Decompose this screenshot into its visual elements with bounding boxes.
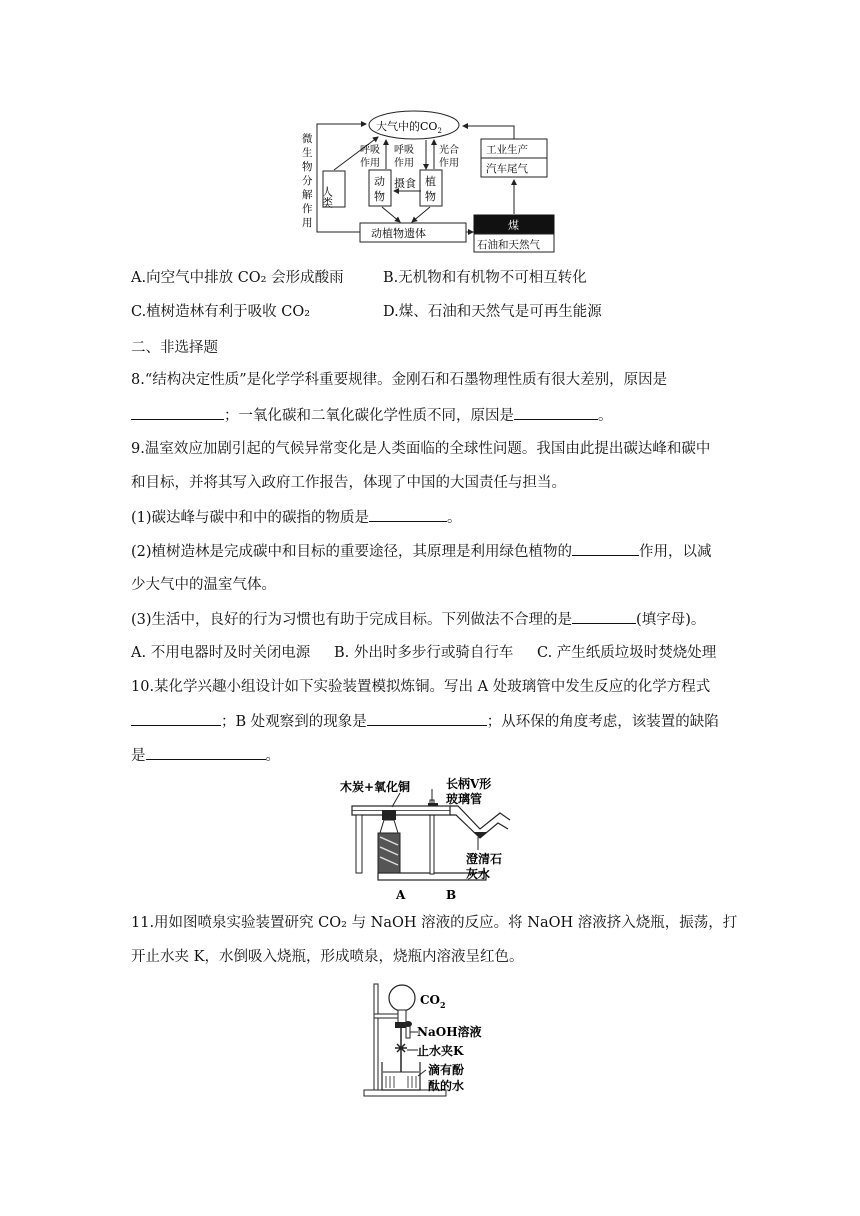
svg-text:用: 用 bbox=[302, 217, 313, 229]
copper-smelting-apparatus bbox=[340, 775, 525, 905]
fountain-apparatus bbox=[360, 980, 500, 1100]
v-tube-label-1: 长柄V形 bbox=[446, 777, 492, 791]
q10-line2: ；B 处观察到的现象是 ；从环保的角度考虑，该装置的缺陷 bbox=[131, 711, 719, 732]
q7-option-a: A.向空气中排放 CO₂ 会形成酸雨 bbox=[131, 270, 344, 286]
atmosphere-label: 大气中的$CO_2$ bbox=[376, 120, 442, 135]
svg-text:植: 植 bbox=[425, 175, 436, 188]
q8-blank1[interactable] bbox=[131, 405, 224, 420]
q7-option-b: B.无机物和有机物不可相互转化 bbox=[383, 270, 587, 286]
exhaust-label: 汽车尾气 bbox=[486, 163, 528, 175]
svg-text:光合: 光合 bbox=[439, 145, 459, 156]
q9-line1: 9.温室效应加剧引起的气候异常变化是人类面临的全球性问题。我国由此提出碳达峰和碳中 bbox=[131, 441, 711, 457]
q9-part1: (1)碳达峰与碳中和中的碳指的物质是 。 bbox=[131, 507, 462, 528]
q9-blank2[interactable] bbox=[572, 541, 639, 556]
q8-line2: ；一氧化碳和二氧化碳化学性质不同，原因是 。 bbox=[131, 405, 613, 426]
q11-line1: 11.用如图喷泉实验装置研究 CO₂ 与 NaOH 溶液的反应。将 NaOH 溶液挤入烧瓶，振荡，打 bbox=[131, 915, 738, 931]
svg-text:物: 物 bbox=[425, 190, 436, 203]
q10-blank1[interactable] bbox=[131, 711, 221, 726]
q9-option-c: C. 产生纸质垃圾时焚烧处理 bbox=[537, 645, 717, 661]
phenolphthalein-water-label-2: 酞的水 bbox=[428, 1079, 465, 1093]
humans-label: 人类 bbox=[320, 186, 334, 208]
q9-part2-cont: 少大气中的温室气体。 bbox=[131, 577, 276, 593]
q11-line2: 开止水夹 K，水倒吸入烧瓶，形成喷泉，烧瓶内溶液呈红色。 bbox=[131, 949, 524, 965]
microbe-label bbox=[302, 132, 313, 229]
label-a: A bbox=[396, 888, 406, 902]
svg-text:作用: 作用 bbox=[394, 158, 414, 169]
q10-blank2[interactable] bbox=[367, 711, 487, 726]
q10-line1: 10.某化学兴趣小组设计如下实验装置模拟炼铜。写出 A 处玻璃管中发生反应的化学方程式 bbox=[131, 679, 711, 695]
clamp-k-label: 止水夹K bbox=[417, 1044, 464, 1058]
svg-text:呼吸: 呼吸 bbox=[394, 145, 414, 156]
q9-blank3[interactable] bbox=[572, 609, 636, 624]
q9-blank1[interactable] bbox=[369, 507, 447, 522]
q7-option-c: C.植树造林有利于吸收 CO₂ bbox=[131, 304, 311, 320]
q9-option-b: B. 外出时多步行或骑自行车 bbox=[334, 645, 514, 661]
section-heading: 二、非选择题 bbox=[131, 340, 218, 356]
svg-text:生: 生 bbox=[302, 147, 313, 159]
q9-options bbox=[131, 643, 716, 663]
q7-option-d: D.煤、石油和天然气是可再生能源 bbox=[383, 304, 602, 320]
q9-part3: (3)生活中，良好的行为习惯也有助于完成目标。下列做法不合理的是 (填字母)。 bbox=[131, 609, 705, 630]
svg-text:分: 分 bbox=[302, 175, 313, 187]
svg-text:作: 作 bbox=[302, 203, 313, 215]
q10-line3: 是 。 bbox=[131, 745, 280, 766]
q7-options-row1 bbox=[131, 268, 587, 288]
oil-gas-label: 石油和天然气 bbox=[477, 239, 540, 251]
q8-line1: 8.“结构决定性质”是化学学科重要规律。金刚石和石墨物理性质有很大差别，原因是 bbox=[131, 372, 668, 388]
v-tube-label-2: 玻璃管 bbox=[446, 792, 483, 806]
co2-label: $CO_2$ bbox=[420, 993, 446, 1010]
industry-label: 工业生产 bbox=[486, 144, 528, 156]
q7-options-row2 bbox=[131, 302, 602, 322]
remains-label: 动植物遗体 bbox=[371, 227, 426, 240]
lime-water-label-2: 灰水 bbox=[466, 867, 491, 881]
coal-label: 煤 bbox=[508, 219, 519, 232]
svg-text:作用: 作用 bbox=[439, 158, 459, 169]
phenolphthalein-water-label-1: 滴有酚 bbox=[428, 1063, 465, 1077]
q9-option-a: A. 不用电器时及时关闭电源 bbox=[131, 645, 311, 661]
reagent-label: 木炭+氧化铜 bbox=[340, 780, 411, 794]
ingestion-label: 摄食 bbox=[394, 177, 416, 190]
carbon-cycle-diagram bbox=[296, 106, 558, 256]
svg-text:解: 解 bbox=[302, 189, 313, 201]
svg-text:物: 物 bbox=[302, 161, 313, 173]
q9-part2: (2)植树造林是完成碳中和目标的重要途径，其原理是利用绿色植物的 作用，以减 bbox=[131, 541, 712, 562]
svg-text:作用: 作用 bbox=[360, 158, 380, 169]
svg-text:微: 微 bbox=[302, 133, 313, 145]
svg-text:动: 动 bbox=[374, 175, 385, 188]
svg-text:物: 物 bbox=[374, 190, 385, 203]
q10-blank3[interactable] bbox=[146, 745, 266, 760]
label-b: B bbox=[446, 888, 457, 902]
q9-line2: 和目标，并将其写入政府工作报告，体现了中国的大国责任与担当。 bbox=[131, 475, 566, 491]
svg-text:呼吸: 呼吸 bbox=[360, 145, 380, 156]
lime-water-label-1: 澄清石 bbox=[466, 852, 503, 866]
q8-blank2[interactable] bbox=[514, 405, 598, 420]
naoh-label: NaOH溶液 bbox=[417, 1025, 482, 1039]
